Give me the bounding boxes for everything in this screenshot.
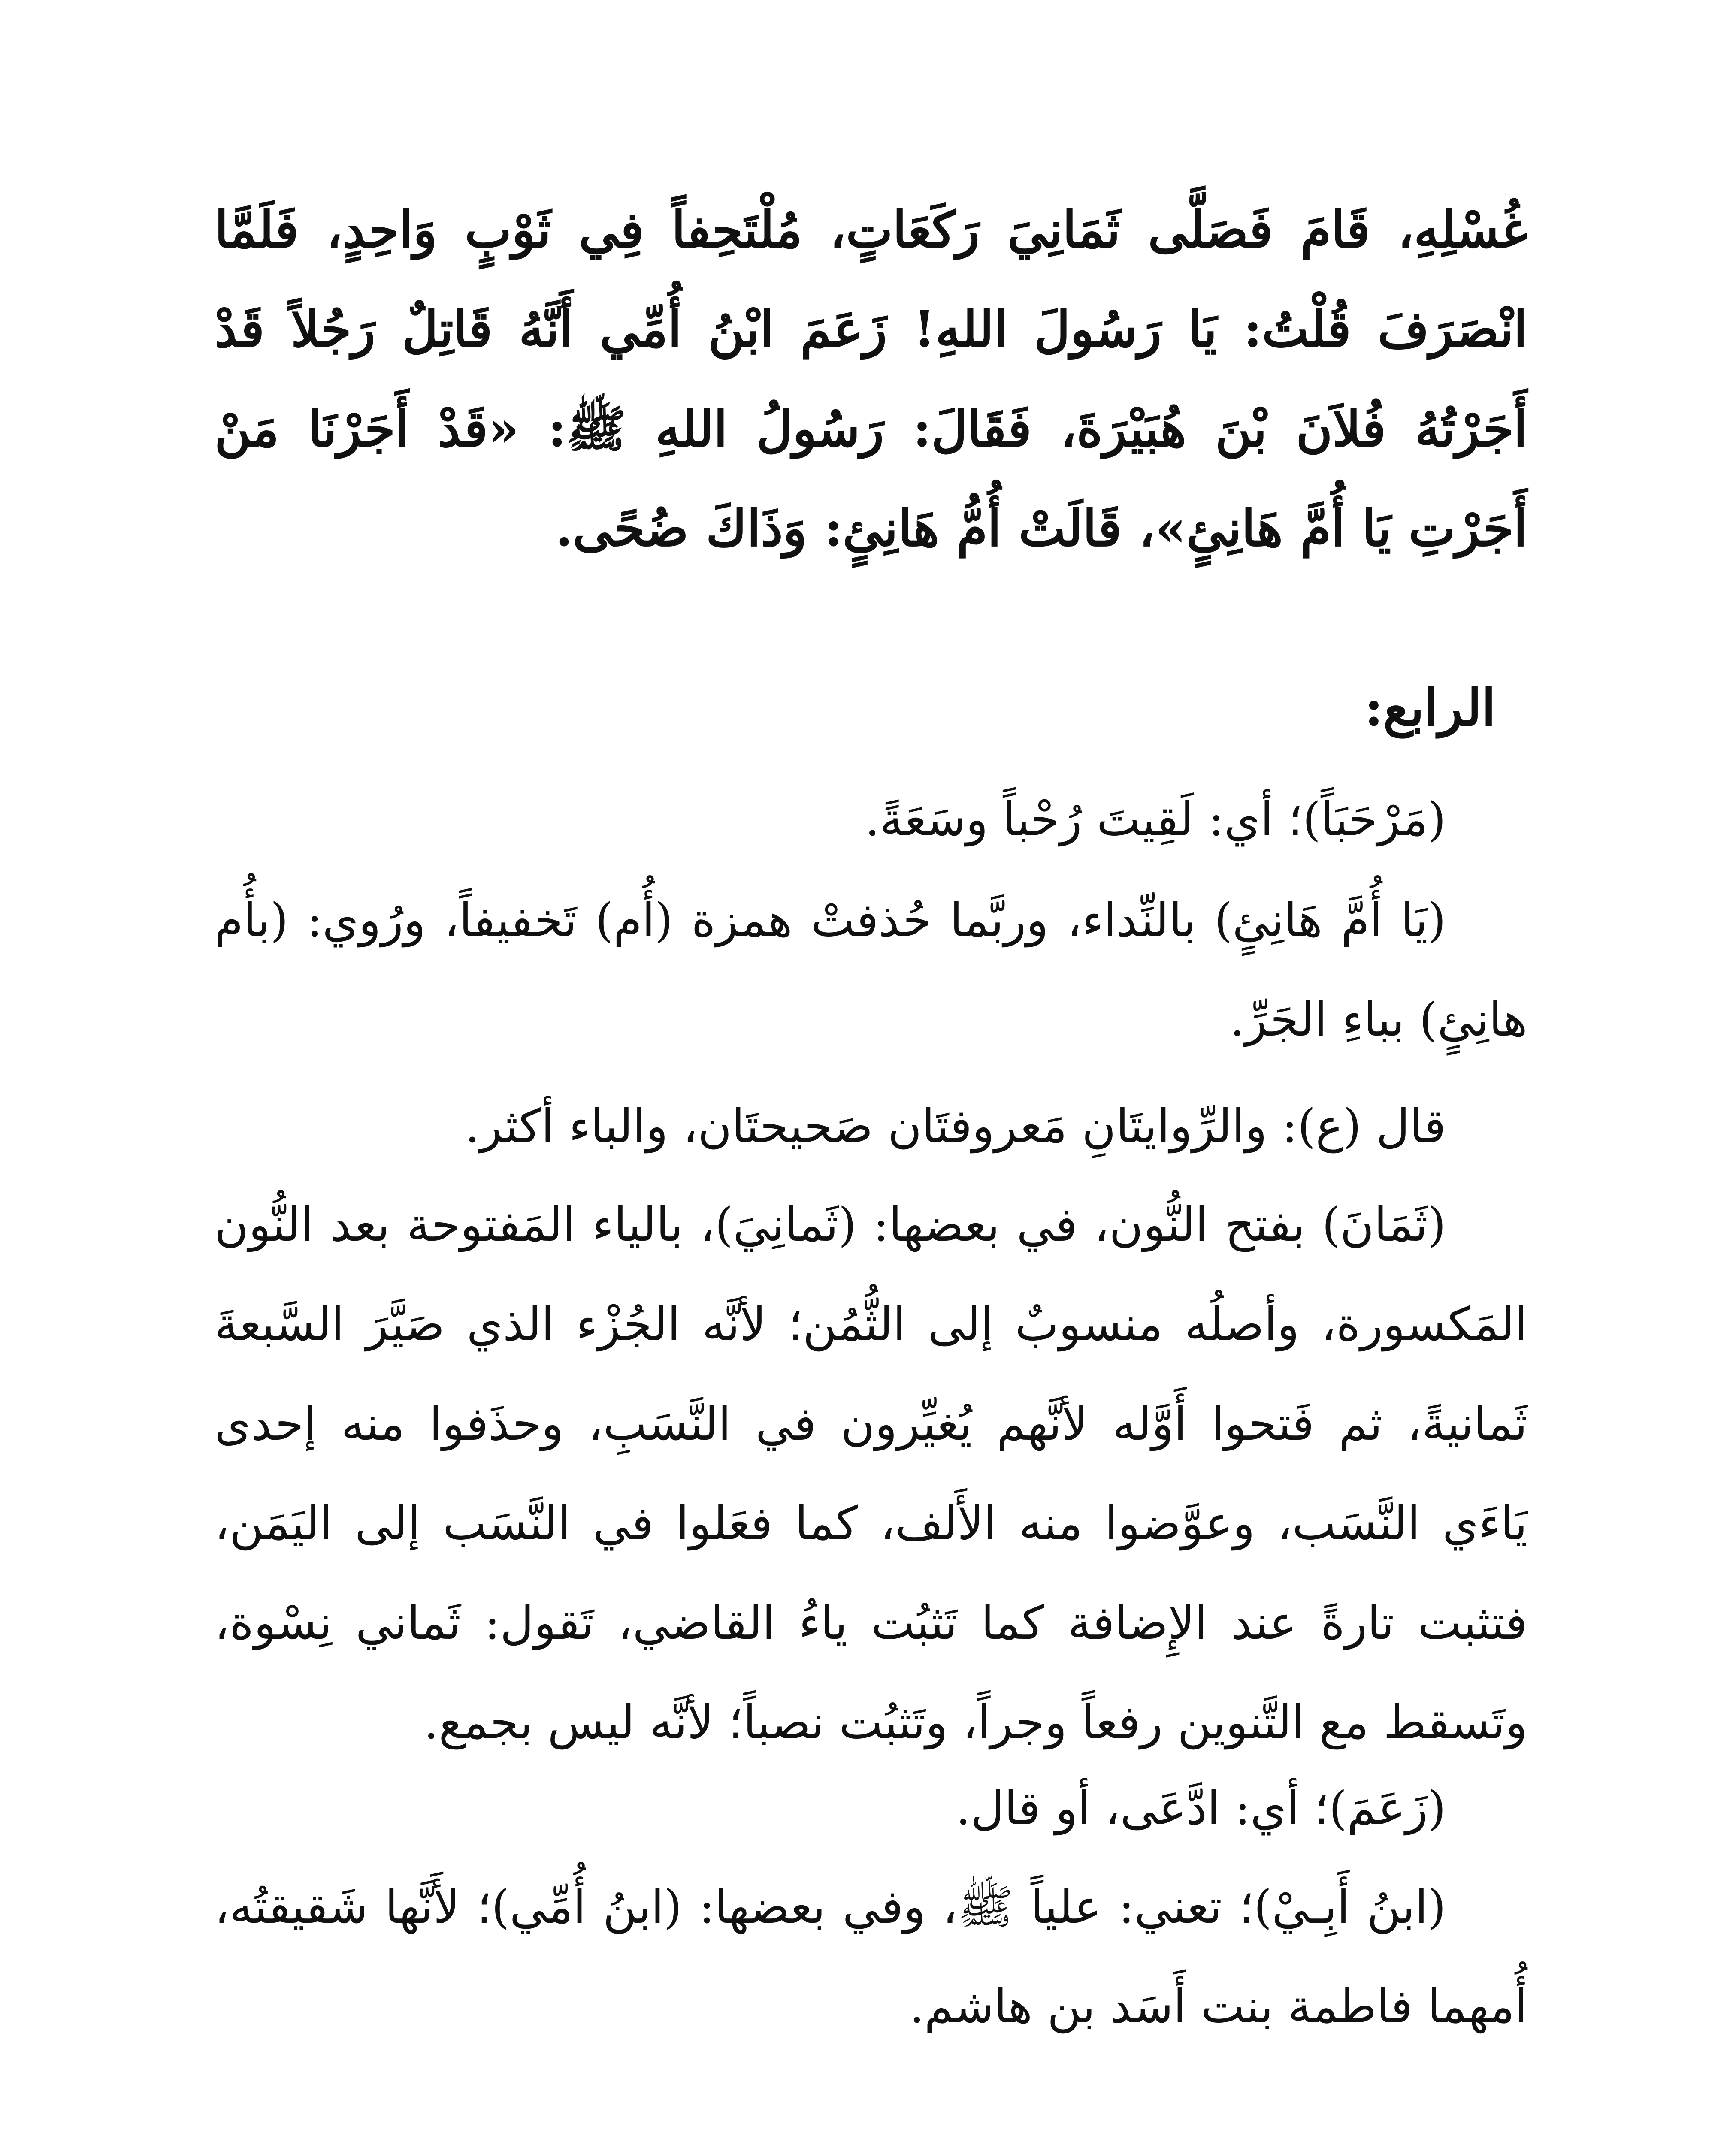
intro-paragraph: غُسْلِهِ، قَامَ فَصَلَّى ثَمَانِيَ رَكَعَاتٍ، مُلْتَحِفاً فِي ثَوْبٍ وَاحِدٍ، فَلَمَّا انْصَرَفَ قُلْتُ: يَا رَسُولَ اللهِ! زَعَمَ ابْنُ أُمِّي أَنَّهُ قَاتِلٌ رَجُلاً قَدْ أَجَرْتُهُ فُلاَنَ بْنَ هُبَيْرَةَ، فَقَالَ: رَسُولُ اللهِ ﷺ: «قَدْ أَجَرْنَا مَنْ أَجَرْتِ يَا أُمَّ هَانِئٍ»، قَالَتْ أُمُّ هَانِئٍ: وَذَاكَ ضُحًى. <box>215 201 1527 558</box>
paragraph-ibn-abi: (ابنُ أَبِـيْ)؛ تعني: علياً ﷺ، وفي بعضها: (ابنُ أُمِّي)؛ لأَنَّها شَقيقتُه، أُمهما فاطمة بنت أَسَد بن هاشم. <box>215 1880 1527 2033</box>
paragraph-marhaban: (مَرْحَبَاً)؛ أي: لَقِيتَ رُحْباً وسَعَةً. <box>865 793 1446 846</box>
paragraph-thamaniya: (ثَمَانَ) بفتح النُّون، في بعضها: (ثَمانِيَ)، بالياء المَفتوحة بعد النُّون المَكسورة، وأصلُه منسوبٌ إلى الثُّمُن؛ لأنَّه الجُزْء الذي صَيَّرَ السَّبعةَ ثَمانيةً، ثم فَتحوا أَوَّله لأنَّهم يُغيِّرون في النَّسَبِ، وحذَفوا منه إحدى يَاءَي النَّسَب، وعوَّضوا منه الأَلف، كما فعَلوا في النَّسَب إلى اليَمَن، فتثبت تارةً عند الإِضافة كما تَثبُت ياءُ القاضي، تَقول: ثَماني نِسْوة، وتَسقط مع التَّنوين رفعاً وجراً، وتَثبُت نصباً؛ لأنَّه ليس بجمع. <box>215 1198 1527 1749</box>
paragraph-riwayatan: قال (ع): والرِّوايتَانِ مَعروفتَان صَحيحتَان، والباء أكثر. <box>465 1100 1446 1153</box>
section-heading: الرابع: <box>1364 678 1496 737</box>
paragraph-zaama: (زَعَمَ)؛ أي: ادَّعَى، أو قال. <box>956 1782 1446 1835</box>
paragraph-ya-umm-hani: (يَا أُمَّ هَانِئٍ) بالنِّداء، وربَّما حُذفتْ همزة (أُم) تَخفيفاً، ورُوي: (بأُم هانِئٍ) بباءِ الجَرِّ. <box>215 894 1527 1047</box>
